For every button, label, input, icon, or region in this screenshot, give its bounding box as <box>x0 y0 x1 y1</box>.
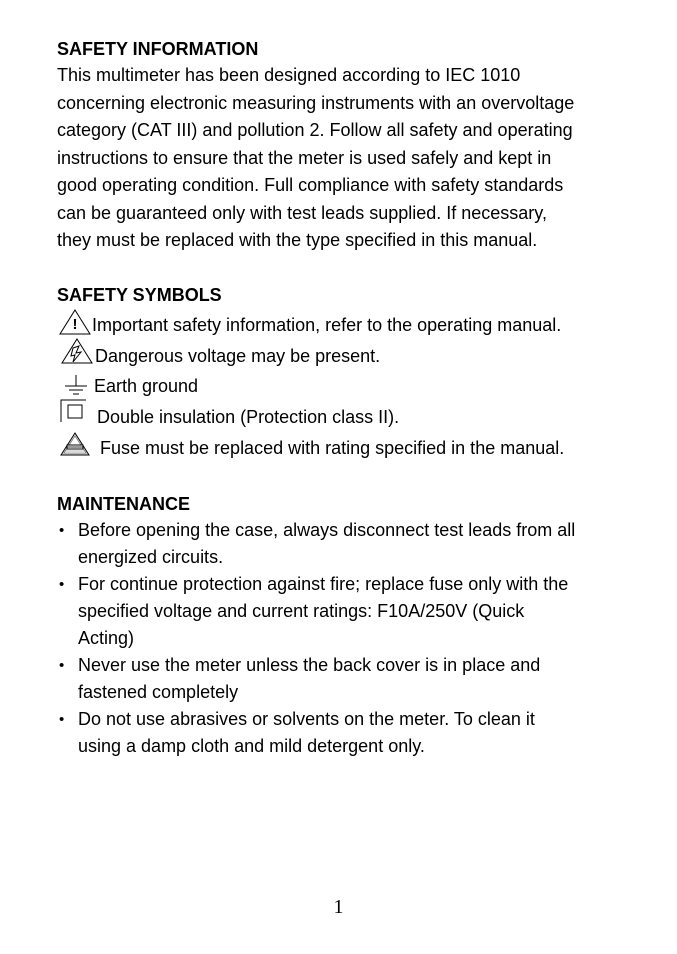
bullet-icon: • <box>59 711 65 728</box>
list-item <box>57 571 657 652</box>
high-voltage-icon <box>60 337 94 365</box>
symbol-item-earth-ground <box>57 373 657 399</box>
paragraph-line: can be guaranteed only with test leads supplied. If necessary, <box>57 202 547 223</box>
list-item-line: specified voltage and current ratings: F10A/250V (Quick <box>78 601 525 621</box>
safety-information-heading: SAFETY INFORMATION <box>57 39 259 59</box>
earth-ground-icon <box>60 373 94 399</box>
svg-text:!: ! <box>72 316 78 333</box>
list-item-line: Before opening the case, always disconnect test leads from all <box>78 520 576 540</box>
list-item <box>57 652 657 706</box>
list-item-line: Never use the meter unless the back cover is in place and <box>78 655 541 675</box>
paragraph-line: good operating condition. Full compliance with safety standards <box>57 175 564 195</box>
list-item-line: For continue protection against fire; replace fuse only with the <box>78 574 569 594</box>
list-item <box>57 517 657 571</box>
paragraph-line: This multimeter has been designed according to IEC 1010 <box>57 65 521 85</box>
symbol-description: Dangerous voltage may be present. <box>95 346 381 366</box>
list-item-line: using a damp cloth and mild detergent only. <box>78 736 425 756</box>
list-item-line: Acting) <box>78 628 135 648</box>
warning-triangle-icon <box>58 308 92 336</box>
maintenance-list <box>57 517 657 760</box>
paragraph-line: category (CAT III) and pollution 2. Follow all safety and operating <box>57 120 573 140</box>
paragraph-line: they must be replaced with the type specified in this manual. <box>57 230 538 250</box>
list-item-line: fastened completely <box>78 682 239 702</box>
symbol-item-warning <box>57 312 657 338</box>
maintenance-heading: MAINTENANCE <box>57 494 190 514</box>
symbol-item-dangerous-voltage <box>57 343 657 369</box>
paragraph-line: instructions to ensure that the meter is used safely and kept in <box>57 147 552 168</box>
list-item-line: Do not use abrasives or solvents on the meter. To clean it <box>78 709 535 729</box>
bullet-icon: • <box>59 522 65 539</box>
list-item <box>57 706 657 760</box>
double-insulation-icon <box>60 398 94 424</box>
symbol-description: Fuse must be replaced with rating specified in the manual. <box>100 438 565 458</box>
page-number: 1 <box>333 896 344 918</box>
bullet-icon: • <box>59 576 65 593</box>
fuse-icon <box>58 430 92 458</box>
symbol-item-double-insulation <box>57 404 657 430</box>
bullet-icon: • <box>59 657 65 674</box>
list-item-line: energized circuits. <box>78 547 224 567</box>
paragraph-line: concerning electronic measuring instruments with an overvoltage <box>57 92 575 113</box>
symbol-description: Earth ground <box>94 376 199 396</box>
safety-information-paragraph <box>57 62 657 255</box>
symbol-item-fuse <box>57 435 657 461</box>
symbol-description: Double insulation (Protection class II). <box>97 407 400 427</box>
safety-symbols-heading: SAFETY SYMBOLS <box>57 285 222 305</box>
symbol-description: Important safety information, refer to the operating manual. <box>92 315 562 335</box>
